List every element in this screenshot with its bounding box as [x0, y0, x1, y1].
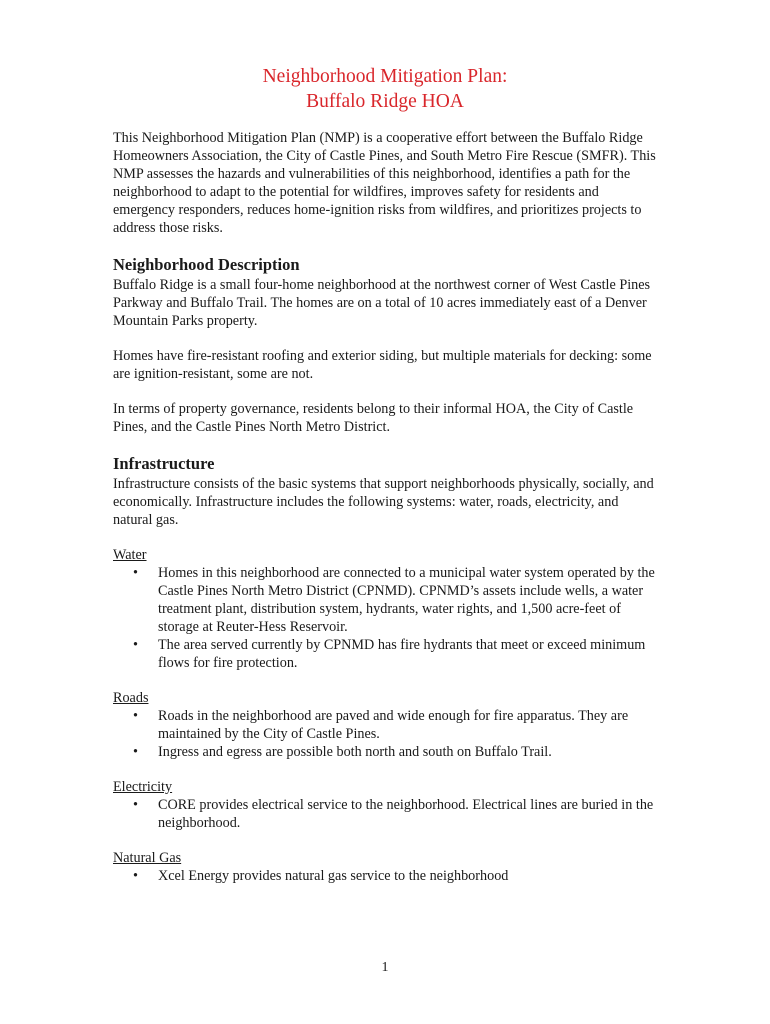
bullet-icon: •: [133, 708, 138, 724]
page-number: 1: [381, 960, 389, 975]
bullet-icon: •: [133, 565, 138, 581]
description-paragraph-3: In terms of property governance, residents belong to their informal HOA, the City of Castle Pines, and the Castle Pines North Metro District.: [113, 401, 634, 435]
water-list: [113, 564, 658, 672]
bullet-icon: •: [133, 637, 138, 653]
roads-subheading: Roads: [113, 690, 149, 706]
bullet-icon: •: [133, 797, 138, 813]
electricity-subheading: Electricity: [113, 779, 173, 795]
list-item: • The area served currently by CPNMD has fire hydrants that meet or exceed minimum flows for fire protection.: [133, 637, 646, 671]
bullet-icon: •: [133, 744, 138, 760]
intro-paragraph: This Neighborhood Mitigation Plan (NMP) is a cooperative effort between the Buffalo Ridge Homeowners Association, the City of Castle Pines, and South Metro Fire Rescue (SMFR). This NMP assesses the hazards and vulnerabilities of this neighborhood, identifies a path for the neighborhood to adapt to the potential for wildfires, improves safety for residents and emergency responders, reduces home-ignition risks from wildfires, and prioritizes projects to address those risks.: [113, 130, 656, 236]
infrastructure-intro: Infrastructure consists of the basic systems that support neighborhoods physically, socially, and economically. Infrastructure includes the following systems: water, roads, electricity, and natural gas.: [113, 476, 654, 528]
natural-gas-list: [113, 867, 658, 885]
description-paragraph-1: Buffalo Ridge is a small four-home neighborhood at the northwest corner of West Castle Pines Parkway and Buffalo Trail. The homes are on a total of 10 acres immediately east of a Denver Mountain Parks property.: [113, 277, 651, 329]
description-heading: Neighborhood Description: [113, 255, 300, 274]
electricity-list: [113, 796, 658, 832]
water-subheading: Water: [113, 547, 147, 563]
list-item: • Xcel Energy provides natural gas service to the neighborhood: [133, 868, 509, 884]
document-title: [0, 64, 770, 114]
roads-list: [113, 707, 658, 761]
infrastructure-heading: Infrastructure: [113, 454, 215, 473]
description-paragraph-2: Homes have fire-resistant roofing and exterior siding, but multiple materials for decking: some are ignition-resistant, some are not.: [113, 348, 652, 382]
document-body: [113, 129, 658, 885]
title-line-1: Neighborhood Mitigation Plan:: [262, 66, 508, 87]
list-item: • Homes in this neighborhood are connected to a municipal water system operated by the Castle Pines North Metro District (CPNMD). CPNMD’s assets include wells, a water treatment plant, distribution system, hydrants, water rights, and 1,500 acre-feet of storage at Reuter-Hess Reservoir.: [133, 565, 655, 635]
bullet-icon: •: [133, 868, 138, 884]
list-item: • Ingress and egress are possible both north and south on Buffalo Trail.: [133, 744, 552, 760]
list-item: • Roads in the neighborhood are paved and wide enough for fire apparatus. They are maintained by the City of Castle Pines.: [133, 708, 629, 742]
title-line-2: Buffalo Ridge HOA: [306, 91, 464, 112]
natural-gas-subheading: Natural Gas: [113, 850, 182, 866]
list-item: • CORE provides electrical service to the neighborhood. Electrical lines are buried in the neighborhood.: [133, 797, 654, 831]
